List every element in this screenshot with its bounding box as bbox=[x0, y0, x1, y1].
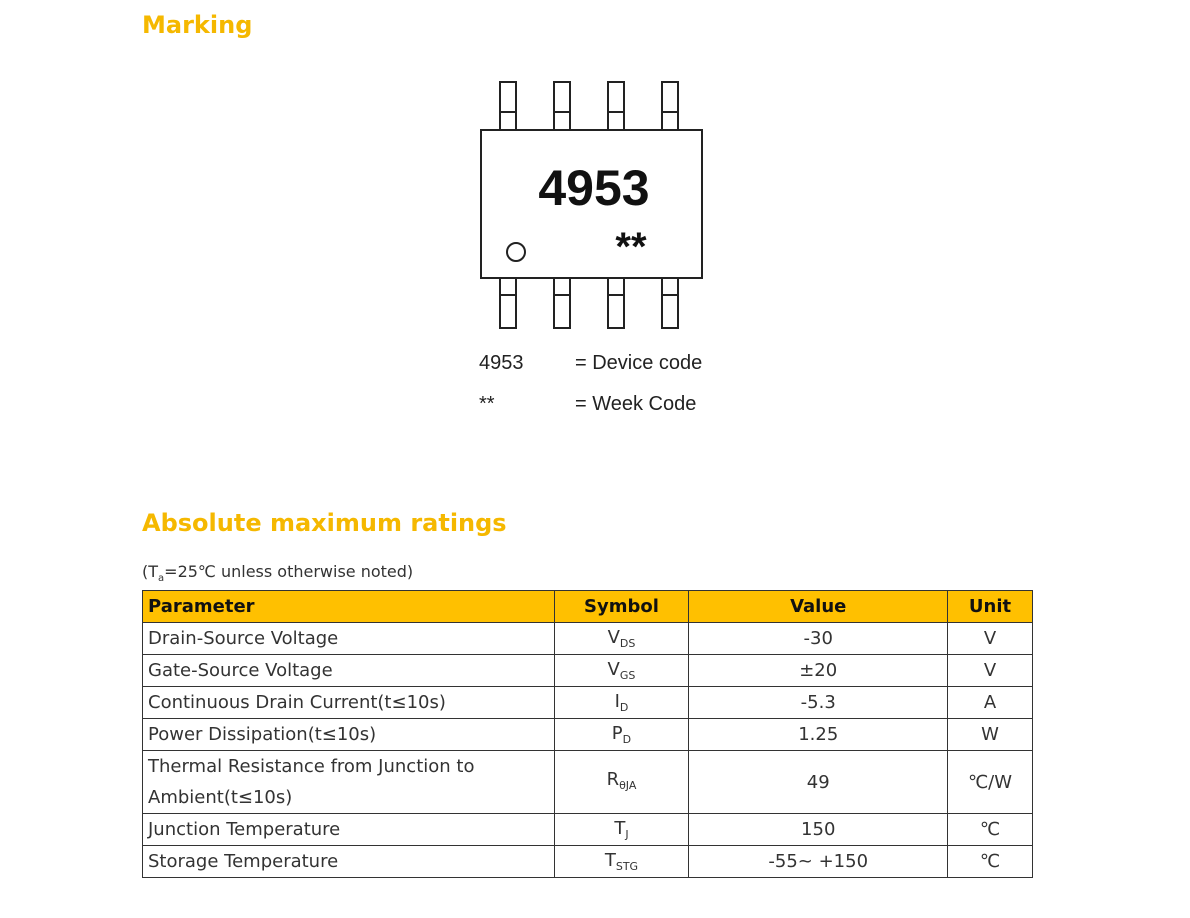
row-parameter: Drain-Source Voltage bbox=[143, 623, 555, 655]
row-value: 49 bbox=[689, 751, 948, 814]
row-symbol: $T_{STG}$ bbox=[554, 846, 689, 878]
pin1-marker-icon bbox=[507, 243, 525, 261]
row-unit: W bbox=[948, 719, 1033, 751]
sop8-package-diagram bbox=[470, 70, 720, 335]
header-symbol: Symbol bbox=[554, 591, 689, 623]
row-unit: ℃ bbox=[948, 814, 1033, 846]
table-row bbox=[143, 623, 1033, 655]
table-row bbox=[143, 719, 1033, 751]
row-parameter: Thermal Resistance from Junction to Ambient(t≤10s) bbox=[143, 751, 555, 814]
row-symbol: $V_{DS}$ bbox=[554, 623, 689, 655]
marking-heading: Marking bbox=[142, 11, 253, 39]
chip-device-code: 4953 bbox=[538, 160, 650, 216]
chip-week-code: ** bbox=[615, 225, 647, 269]
row-value: -5.3 bbox=[689, 687, 948, 719]
table-row bbox=[143, 655, 1033, 687]
row-symbol: $P_D$ bbox=[554, 719, 689, 751]
row-parameter: Gate-Source Voltage bbox=[143, 655, 555, 687]
row-symbol: $V_{GS}$ bbox=[554, 655, 689, 687]
legend-week-code-key: ** bbox=[479, 393, 495, 415]
table-row bbox=[143, 687, 1033, 719]
header-unit: Unit bbox=[948, 591, 1033, 623]
row-value: -30 bbox=[689, 623, 948, 655]
row-value: ±20 bbox=[689, 655, 948, 687]
table-row bbox=[143, 751, 1033, 814]
row-unit: ℃/W bbox=[948, 751, 1033, 814]
table-row bbox=[143, 846, 1033, 878]
row-symbol: $I_D$ bbox=[554, 687, 689, 719]
legend-week-code-value: = Week Code bbox=[575, 393, 697, 415]
row-parameter: Continuous Drain Current(t≤10s) bbox=[143, 687, 555, 719]
row-unit: V bbox=[948, 655, 1033, 687]
legend-device-code-value: = Device code bbox=[575, 352, 703, 374]
row-symbol: $T_J$ bbox=[554, 814, 689, 846]
conditions-note: ($T_a=25℃$ unless otherwise noted) bbox=[142, 562, 414, 585]
ratings-table bbox=[142, 590, 1033, 878]
row-unit: V bbox=[948, 623, 1033, 655]
header-parameter: Parameter bbox=[143, 591, 555, 623]
table-row bbox=[143, 814, 1033, 846]
legend-device-code-key: 4953 bbox=[479, 352, 524, 374]
table-header-row bbox=[143, 591, 1033, 623]
row-value: -55~ +150 bbox=[689, 846, 948, 878]
ratings-heading: Absolute maximum ratings bbox=[142, 509, 507, 537]
row-symbol: $R_{\theta JA}$ bbox=[554, 751, 689, 814]
row-value: 150 bbox=[689, 814, 948, 846]
row-unit: A bbox=[948, 687, 1033, 719]
row-parameter: Storage Temperature bbox=[143, 846, 555, 878]
row-unit: ℃ bbox=[948, 846, 1033, 878]
row-parameter: Junction Temperature bbox=[143, 814, 555, 846]
row-parameter: Power Dissipation(t≤10s) bbox=[143, 719, 555, 751]
row-value: 1.25 bbox=[689, 719, 948, 751]
header-value: Value bbox=[689, 591, 948, 623]
